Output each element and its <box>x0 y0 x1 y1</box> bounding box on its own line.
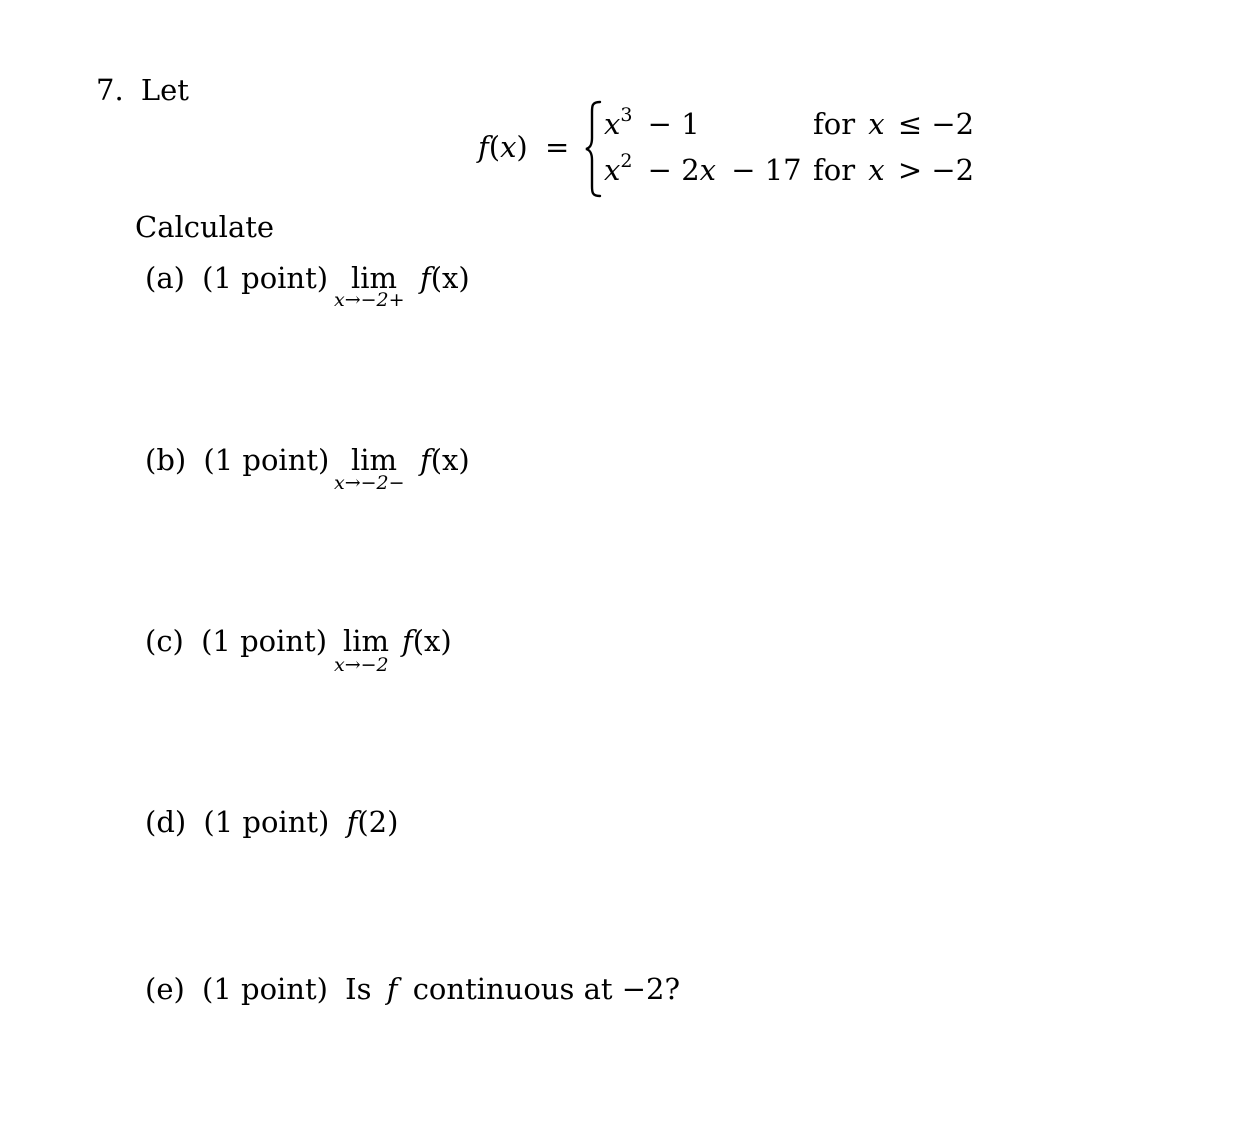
part-a-arg: (x) <box>430 261 470 295</box>
part-d-points: (1 point) <box>203 805 330 839</box>
part-c-arg: (x) <box>412 624 452 658</box>
case2-rest-a: − 2 <box>647 153 700 187</box>
case1-relation: ≤ −2 <box>897 107 975 141</box>
part-b-limit <box>351 443 398 477</box>
part-c-lim-sub-text: x→−2 <box>334 654 389 676</box>
part-c-f: f <box>402 624 413 658</box>
case2-expression <box>604 150 802 187</box>
part-c-label: (c) <box>145 624 184 658</box>
case1-expression <box>604 104 700 141</box>
function-lhs <box>478 130 570 164</box>
case1-base: x <box>604 107 621 141</box>
part-a-lim-sub <box>334 291 405 310</box>
part-a-expr <box>420 261 470 295</box>
part-b <box>145 443 330 477</box>
case2-rest-b: − 17 <box>731 153 802 187</box>
left-brace-icon <box>584 100 602 198</box>
part-c-lim: lim <box>343 624 390 658</box>
calculate-heading: Calculate <box>135 210 275 244</box>
part-b-expr <box>420 443 470 477</box>
part-d-expr <box>347 805 399 839</box>
part-a-points: (1 point) <box>202 261 329 295</box>
part-d-f: f <box>346 805 358 839</box>
part-b-lim: lim <box>351 443 398 477</box>
part-e-text-b: continuous at −2? <box>412 972 681 1006</box>
case1-for: for <box>813 107 856 141</box>
problem-number-text: 7. <box>96 73 124 107</box>
case2-rest-var: x <box>699 153 716 187</box>
part-d <box>145 805 399 839</box>
part-a <box>145 261 329 295</box>
case1-exponent: 3 <box>620 104 633 126</box>
case2-base: x <box>604 153 621 187</box>
case2-relation: > −2 <box>897 153 975 187</box>
part-c-limit <box>343 624 390 658</box>
part-d-arg: (2) <box>357 805 399 839</box>
case2-var: x <box>868 153 885 187</box>
part-e-label: (e) <box>145 972 185 1006</box>
part-b-lim-sub <box>334 474 405 493</box>
part-c <box>145 624 328 658</box>
problem-number <box>96 73 189 107</box>
part-b-points: (1 point) <box>203 443 330 477</box>
part-a-f: f <box>420 261 431 295</box>
part-c-expr <box>402 624 452 658</box>
part-a-lim-sub-text: x→−2+ <box>334 289 405 311</box>
part-c-points: (1 point) <box>201 624 328 658</box>
problem-intro: Let <box>140 73 189 107</box>
case2-for: for <box>813 153 856 187</box>
part-a-label: (a) <box>145 261 185 295</box>
lhs-f: f <box>478 130 489 164</box>
part-e-text-a: Is <box>345 972 372 1006</box>
case1-rest: − 1 <box>647 107 700 141</box>
case1-condition <box>813 107 975 141</box>
part-d-label: (d) <box>145 805 187 839</box>
case2-condition <box>813 153 975 187</box>
case1-var: x <box>868 107 885 141</box>
part-e-points: (1 point) <box>202 972 328 1006</box>
part-e <box>145 972 681 1006</box>
case2-exponent: 2 <box>620 150 633 172</box>
equals-sign: = <box>544 130 570 164</box>
part-b-lim-sub-text: x→−2− <box>334 472 405 494</box>
part-a-lim: lim <box>351 261 398 295</box>
part-b-arg: (x) <box>430 443 470 477</box>
lhs-arg: (x) <box>488 130 528 164</box>
part-c-lim-sub <box>334 656 389 675</box>
part-b-label: (b) <box>145 443 187 477</box>
part-e-f: f <box>386 972 398 1006</box>
part-b-f: f <box>420 443 431 477</box>
